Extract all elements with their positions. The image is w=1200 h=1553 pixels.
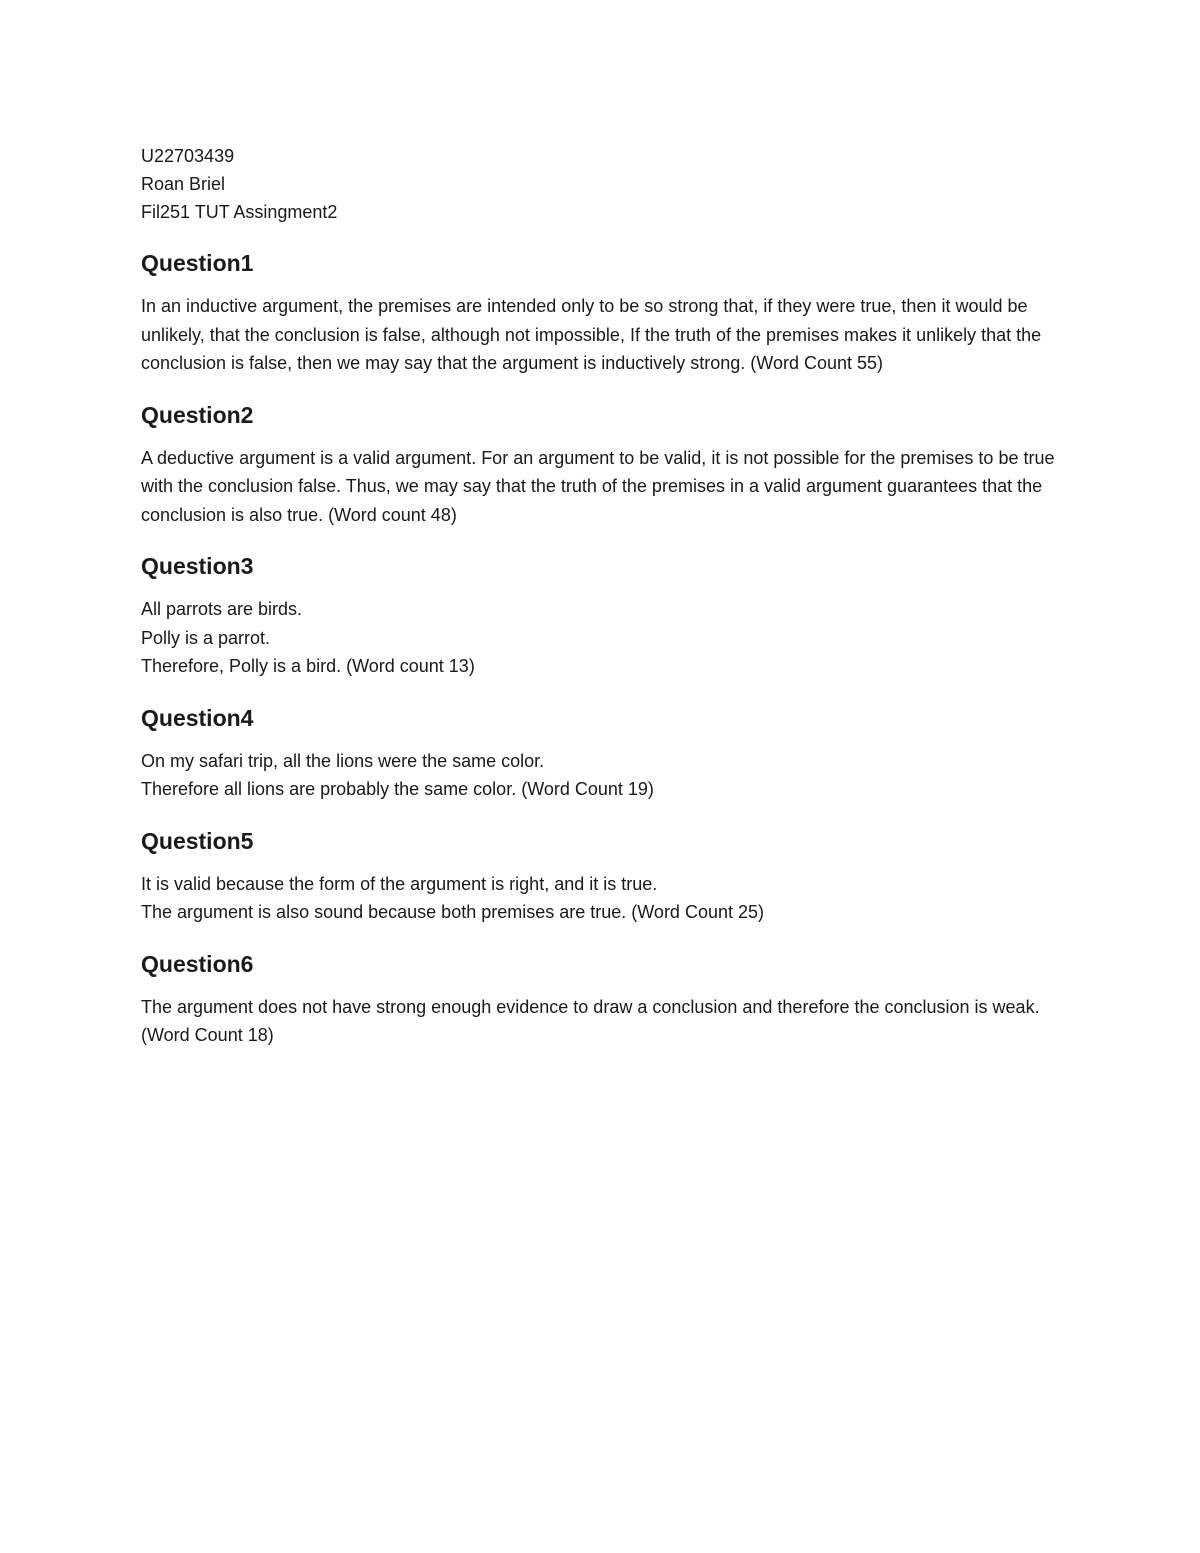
question-4: [141, 703, 1071, 804]
question-2: [141, 400, 1071, 530]
answer-line: Therefore all lions are probably the same color. (Word Count 19): [141, 779, 654, 799]
answer-paragraph: In an inductive argument, the premises are intended only to be so strong that, if they were true, then it would be unlikely, that the conclusion is false, although not impossible, If the truth of the premises makes it unlikely that the conclusion is false, then we may say that the argument is inductively strong. (Word Count 55): [141, 296, 1042, 373]
question-5: [141, 826, 1071, 927]
question-heading: Question1: [141, 250, 254, 276]
answer-paragraph: A deductive argument is a valid argument. For an argument to be valid, it is not possible for the premises to be true with the conclusion false. Thus, we may say that the truth of the premises in a valid argument guarantees that the conclusion is also true. (Word count 48): [141, 447, 1055, 525]
answer-line: On my safari trip, all the lions were the same color.: [141, 750, 545, 771]
document-header: [141, 142, 1071, 226]
student-number: U22703439: [141, 146, 235, 166]
question-3: [141, 551, 1071, 681]
question-heading: Question5: [141, 827, 254, 854]
answer-line: All parrots are birds.: [141, 599, 303, 619]
assignment-title: Fil251 TUT Assingment2: [141, 202, 338, 222]
student-name: Roan Briel: [141, 174, 226, 194]
question-heading: Question2: [141, 401, 254, 428]
answer-paragraph: The argument does not have strong enough evidence to draw a conclusion and therefore the conclusion is weak. (Word Count 18): [141, 996, 1040, 1045]
question-heading: Question6: [141, 950, 254, 977]
document-body: [141, 142, 1071, 1050]
question-heading: Question4: [141, 704, 254, 731]
answer-line: It is valid because the form of the argument is right, and it is true.: [141, 873, 658, 894]
question-6: [141, 949, 1071, 1050]
question-heading: Question3: [141, 553, 254, 579]
answer-line: The argument is also sound because both premises are true. (Word Count 25): [141, 902, 764, 922]
answer-line: Polly is a parrot.: [141, 627, 271, 648]
answer-line: Therefore, Polly is a bird. (Word count 13): [141, 656, 475, 676]
question-1: [141, 248, 1071, 378]
